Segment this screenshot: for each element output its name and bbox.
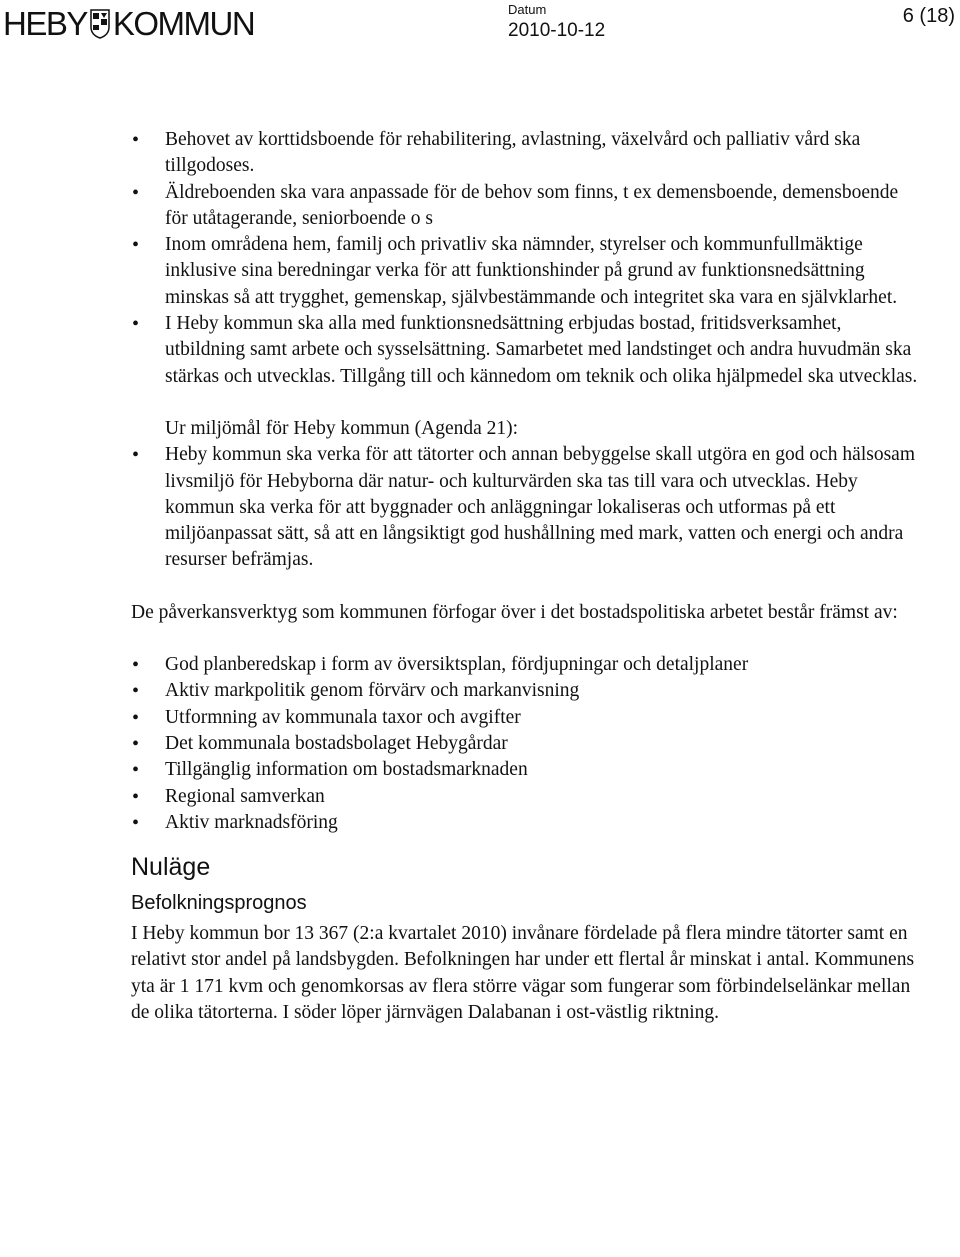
list-item: • Aktiv marknadsföring (131, 810, 921, 836)
section-heading-nulage: Nuläge (131, 853, 211, 882)
date-value: 2010-10-12 (508, 20, 606, 41)
list-item: • Regional samverkan (131, 784, 921, 810)
list-item: • Behovet av korttidsboende för rehabilitering, avlastning, växelvård och palliativ vård ska tillgodoses. (131, 127, 921, 180)
list-item: • Det kommunala bostadsbolaget Hebygårdar (131, 731, 921, 757)
bullet-list-tools (131, 652, 921, 836)
agenda-heading: Ur miljömål för Heby kommun (Agenda 21): (165, 417, 519, 439)
list-item: • God planberedskap i form av översiktsplan, fördjupningar och detaljplaner (131, 652, 921, 678)
page-number: 6 (18) (902, 5, 955, 27)
list-item: • Äldreboenden ska vara anpassade för de behov som finns, t ex demensboende, demensboende för utåtagerande, seniorboende o s (131, 180, 921, 233)
heby-kommun-logo (3, 4, 254, 44)
date-label: Datum (508, 2, 547, 17)
list-item: • Aktiv markpolitik genom förvärv och markanvisning (131, 678, 921, 704)
coat-of-arms-icon (90, 9, 110, 39)
logo-text-kommun: KOMMUN (112, 5, 255, 42)
list-item: • Tillgänglig information om bostadsmarknaden (131, 757, 921, 783)
subsection-heading-befolkningsprognos: Befolkningsprognos (131, 892, 307, 915)
list-item: • Utformning av kommunala taxor och avgifter (131, 705, 921, 731)
list-item: • Inom områdena hem, familj och privatliv ska nämnder, styrelser och kommunfullmäktige inklusive sina beredningar verka för att funktionshinder på grund av funktionsnedsättning minskas så att trygghet, gemenskap, självbestämmande och integritet ska vara en självklarhet. (131, 232, 921, 311)
befolkning-paragraph: I Heby kommun bor 13 367 (2:a kvartalet 2010) invånare fördelade på flera mindre tätorter samt en relativt stor andel på landsbygden. Befolkningen har under ett flertal år minskat i antal. Kommunens yta är 1 171 kvm och genomkorsas av flera större vägar som fungerar som förbindelselänkar mellan de olika tätorterna. I söder löper järnvägen Dalabanan i ost-västlig riktning. (131, 923, 915, 1024)
bullet-list-environment (131, 442, 921, 573)
date-block (508, 2, 605, 43)
document-body (131, 127, 921, 1026)
page-header (0, 0, 960, 50)
logo-text-heby: HEBY (3, 5, 87, 42)
list-item: • I Heby kommun ska alla med funktionsnedsättning erbjudas bostad, fritidsverksamhet, utbildning samt arbete och sysselsättning. Samarbetet med landstinget och andra huvudmän ska stärkas och utvecklas. Tillgång till och kännedom om teknik och olika hjälpmedel ska utvecklas. (131, 311, 921, 390)
tools-intro: De påverkansverktyg som kommunen förfogar över i det bostadspolitiska arbetet består främst av: (131, 601, 898, 623)
list-item: • Heby kommun ska verka för att tätorter och annan bebyggelse skall utgöra en god och hälsosam livsmiljö för Hebyborna där natur- och kulturvärden ska tas till vara och utvecklas. Heby kommun ska verka för att byggnader och anläggningar lokaliseras och utformas på ett miljöanpassat sätt, så att en långsiktigt god hushållning med mark, vatten och energi och andra resurser befrämjas. (131, 442, 921, 573)
bullet-list-goals (131, 127, 921, 390)
